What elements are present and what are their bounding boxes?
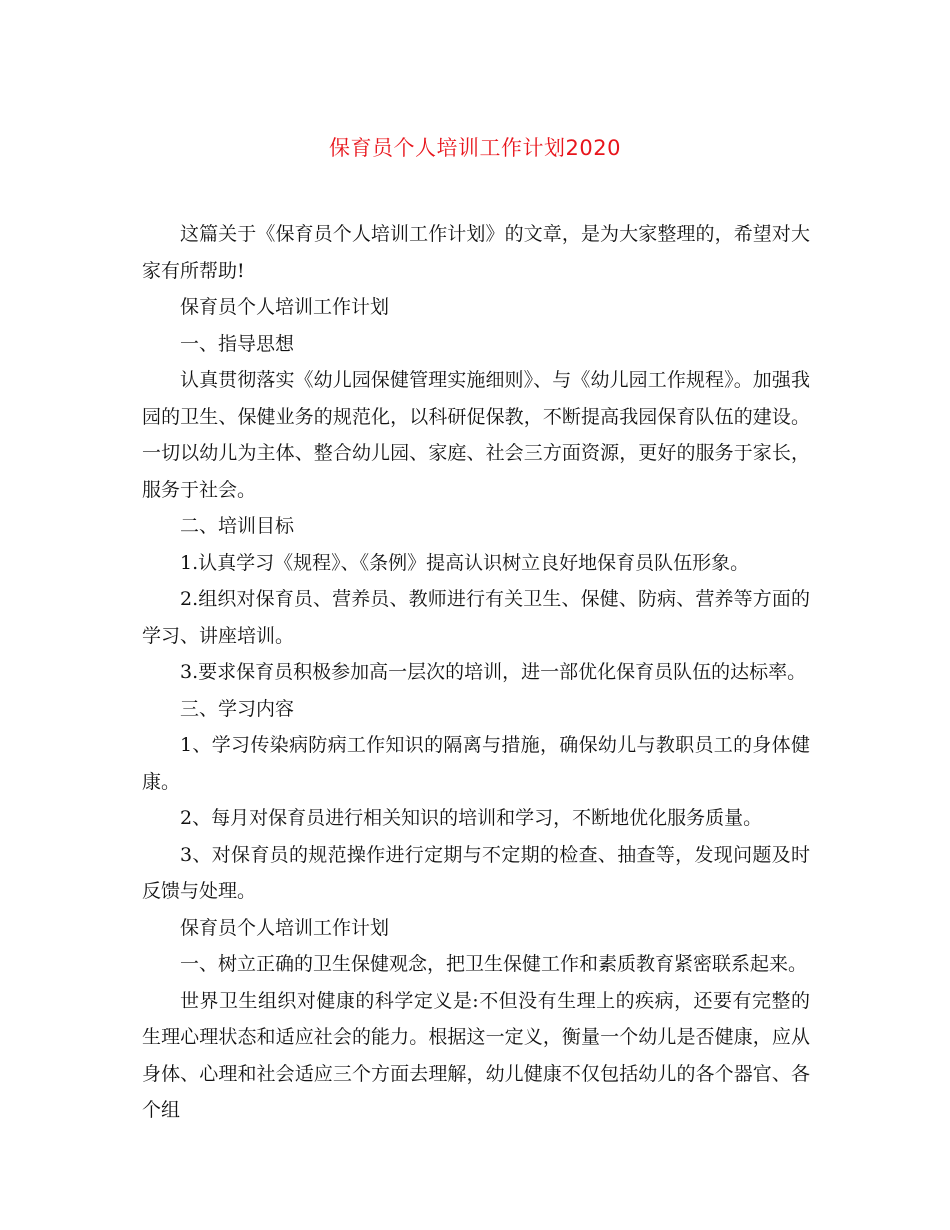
list-item-goal-3: 3.要求保育员积极参加高一层次的培训，进一部优化保育员队伍的达标率。 (180, 661, 807, 683)
paragraph-intro: 这篇关于《保育员个人培训工作计划》的文章，是为大家整理的，希望对大家有所帮助! (142, 223, 810, 282)
list-item-content-1: 1、学习传染病防病工作知识的隔离与措施，确保幼儿与教职员工的身体健康。 (142, 734, 810, 793)
list-item-content-3: 3、对保育员的规范操作进行定期与不定期的检查、抽查等，发现问题及时反馈与处理。 (142, 843, 810, 902)
section-heading-learning-content: 三、学习内容 (180, 697, 295, 720)
section-heading-guiding-thought: 一、指导思想 (180, 332, 295, 355)
list-item-goal-1: 1.认真学习《规程》、《条例》提高认识树立良好地保育员队伍形象。 (180, 551, 750, 574)
section-heading-training-goals: 二、培训目标 (180, 515, 295, 537)
document-body (142, 216, 810, 1129)
section-heading-plan: 保育员个人培训工作计划 (180, 296, 390, 318)
section-heading-plan-second: 保育员个人培训工作计划 (180, 916, 390, 939)
paragraph-guiding-thought: 认真贯彻落实《幼儿园保健管理实施细则》、与《幼儿园工作规程》。加强我园的卫生、保健业务的规范化，以科研促保教，不断提高我园保育队伍的建设。一切以幼儿为主体、整合幼儿园、家庭、社会三方面资源，更好的服务于家长，服务于社会。 (142, 369, 810, 501)
list-item-goal-2: 2.组织对保育员、营养员、教师进行有关卫生、保健、防病、营养等方面的学习、讲座培训。 (142, 588, 810, 647)
list-item-content-2: 2、每月对保育员进行相关知识的培训和学习，不断地优化服务质量。 (180, 807, 763, 829)
section-heading-health-concept: 一、树立正确的卫生保健观念，把卫生保健工作和素质教育紧密联系起来。 (180, 953, 808, 975)
paragraph-health-definition: 世界卫生组织对健康的科学定义是:不但没有生理上的疾病，还要有完整的生理心理状态和适应社会的能力。根据这一定义，衡量一个幼儿是否健康，应从身体、心理和社会适应三个方面去理解，幼儿健康不仅包括幼儿的各个器官、各个组 (142, 989, 810, 1121)
document-title: 保育员个人培训工作计划2020 (329, 136, 621, 160)
